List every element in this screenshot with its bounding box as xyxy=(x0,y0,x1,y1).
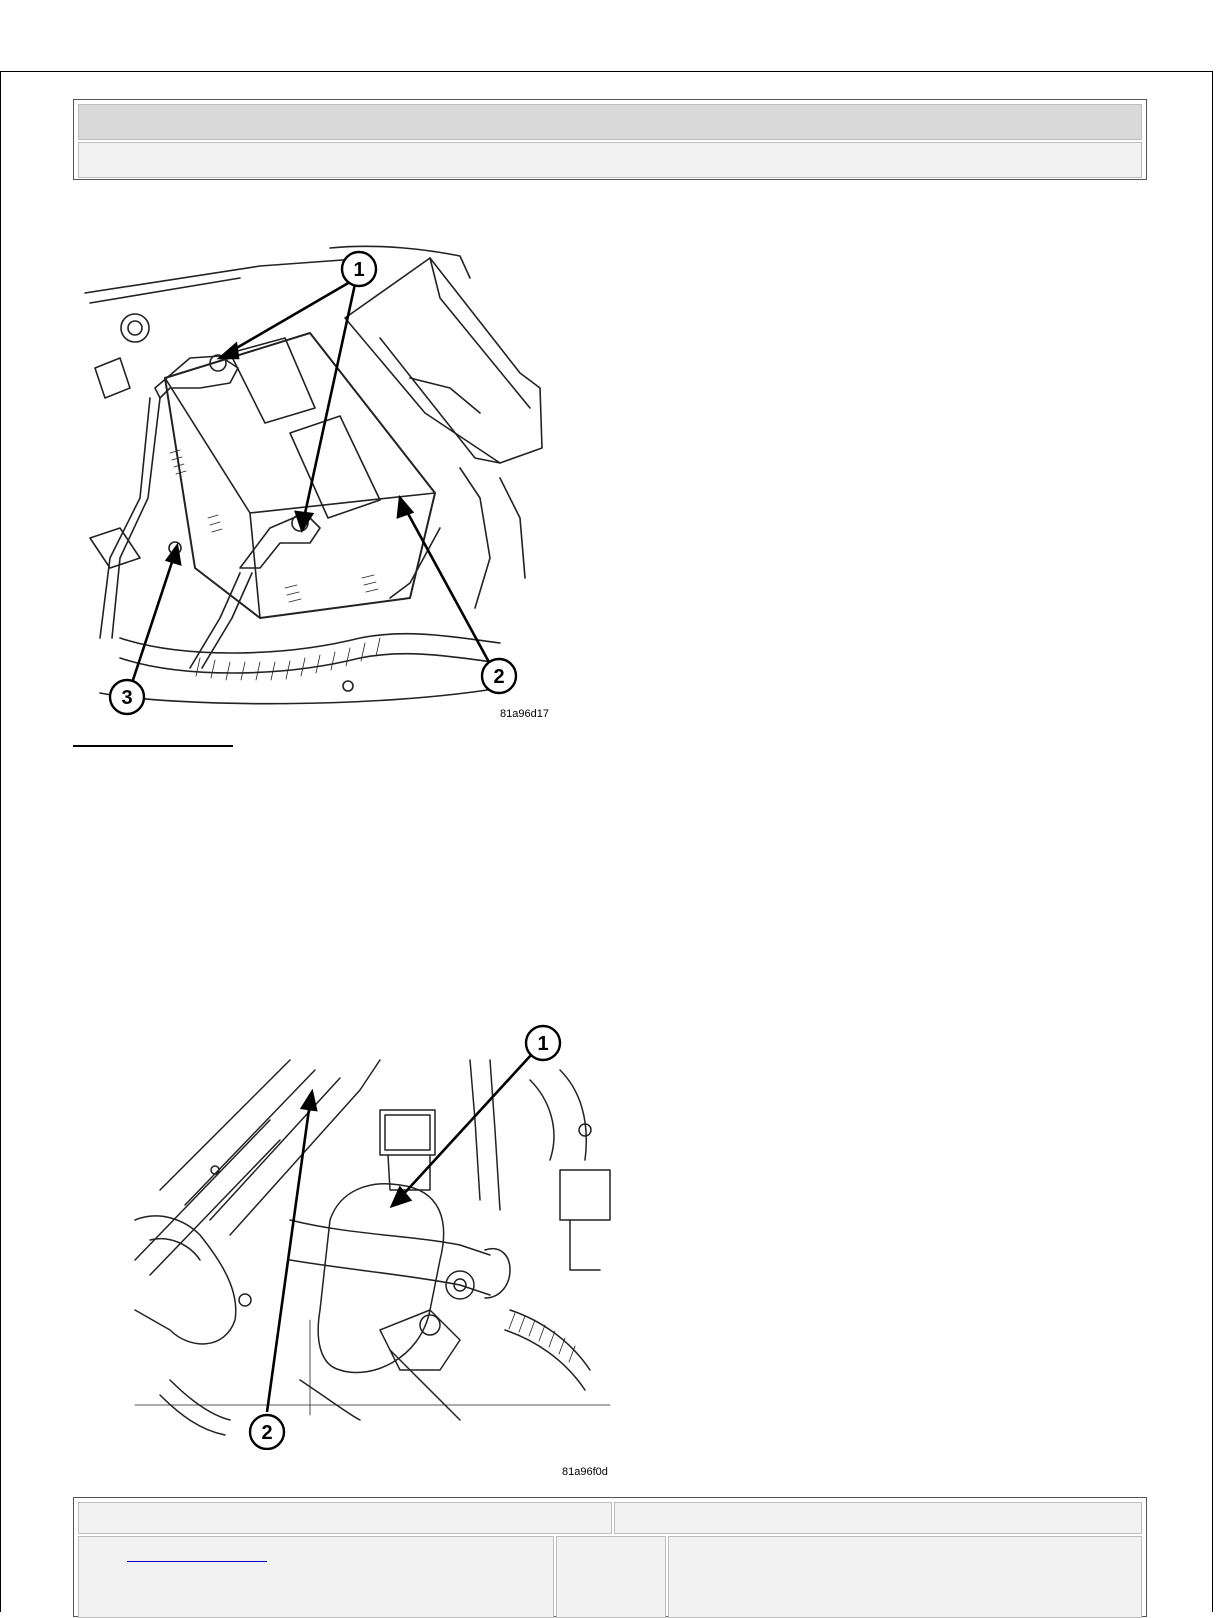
battery-illustration xyxy=(80,238,560,728)
footer-table xyxy=(73,1497,1147,1617)
callout-label: 2 xyxy=(261,1422,273,1444)
callout-label: 1 xyxy=(537,1033,549,1055)
header-row-title xyxy=(78,104,1142,140)
footer-cell xyxy=(78,1502,612,1534)
figure-id-code: 81a96d17 xyxy=(500,708,549,720)
figure-id-code: 81a96f0d xyxy=(562,1466,608,1478)
header-row-subtitle xyxy=(78,142,1142,178)
footer-link[interactable] xyxy=(127,1561,267,1562)
callout-label: 3 xyxy=(121,687,133,709)
callout-label: 1 xyxy=(353,259,365,281)
footer-cell xyxy=(556,1536,666,1618)
footer-cell xyxy=(668,1536,1142,1618)
footer-link-cell[interactable] xyxy=(78,1536,554,1618)
section-link-underline xyxy=(73,745,233,747)
callout-label: 2 xyxy=(493,666,505,688)
header-table xyxy=(73,99,1147,180)
coolant-hose-illustration xyxy=(130,1020,614,1450)
footer-cell xyxy=(614,1502,1142,1534)
